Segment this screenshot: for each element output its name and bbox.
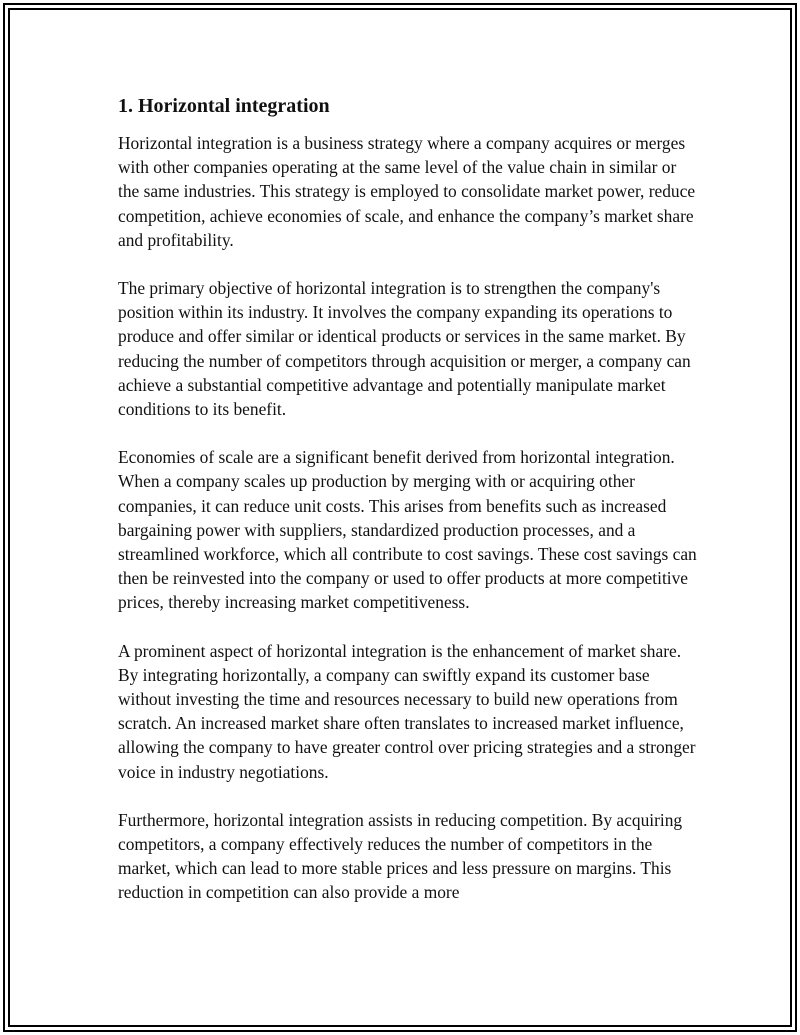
paragraph-horizontal-integration-definition: Horizontal integration is a business strategy where a company acquires or merges with other companies operating at the same level of the value chain in similar or the same industries. This strategy is employed to consolidate market power, reduce competition, achieve economies of scale, and enhance the company’s market share and profitability. (118, 133, 696, 250)
document-body (118, 93, 698, 929)
section-heading: 1. Horizontal integration (118, 95, 330, 117)
paragraph-reducing-competition: Furthermore, horizontal integration assists in reducing competition. By acquiring competitors, a company effectively reduces the number of competitors in the market, which can lead to more stable prices and less pressure on margins. This reduction in competition can also provide a more (118, 809, 683, 903)
paragraph-market-share: A prominent aspect of horizontal integration is the enhancement of market share. By integrating horizontally, a company can swiftly expand its customer base without investing the time and resources necessary to build new operations from scratch. An increased market share often translates to increased market influence, allowing the company to have greater control over pricing strategies and a stronger voice in industry negotiations. (118, 640, 696, 782)
paragraph-primary-objective: The primary objective of horizontal integration is to strengthen the company's position within its industry. It involves the company expanding its operations to produce and offer similar or identical products or services in the same market. By reducing the number of competitors through acquisition or merger, a company can achieve a substantial competitive advantage and potentially manipulate market conditions to its benefit. (118, 278, 691, 420)
paragraph-economies-of-scale: Economies of scale are a significant benefit derived from horizontal integration. When a company scales up production by merging with or acquiring other companies, it can reduce unit costs. This arises from benefits such as increased bargaining power with suppliers, standardized production processes, and a streamlined workforce, which all contribute to cost savings. These cost savings can then be reinvested into the company or used to offer products at more competitive prices, thereby increasing market competitiveness. (118, 447, 697, 613)
